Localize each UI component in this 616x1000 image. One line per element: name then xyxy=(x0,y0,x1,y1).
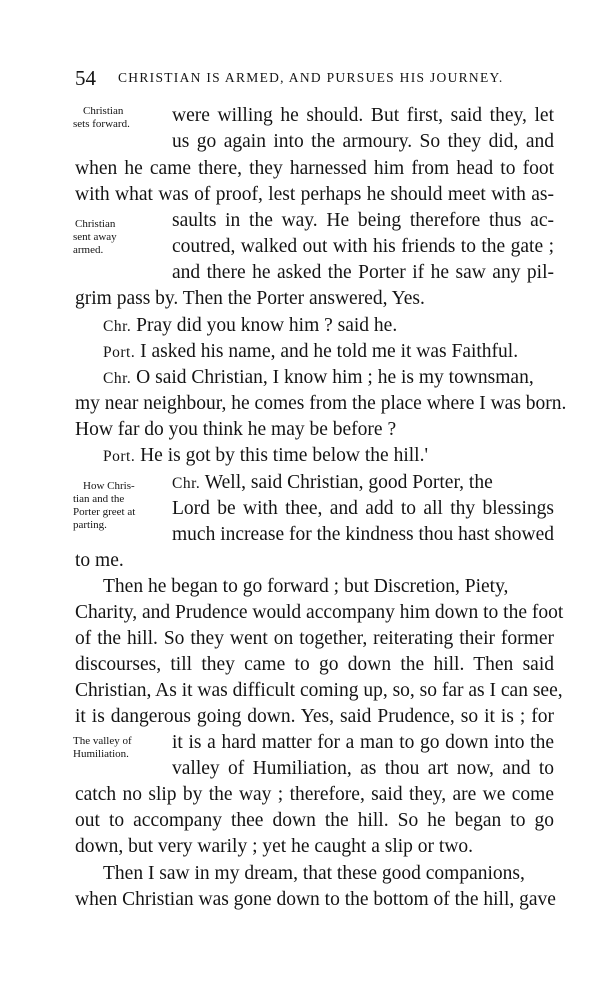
text-line: it is dangerous going down. Yes, said Prudence, so it is ; for xyxy=(75,706,554,727)
text-line: were willing he should. But first, said they, let xyxy=(172,105,554,126)
dialogue-line: Chr. Well, said Christian, good Porter, the xyxy=(172,472,493,493)
running-head: CHRISTIAN IS ARMED, AND PURSUES HIS JOURNEY. xyxy=(118,70,504,85)
text-line: my near neighbour, he comes from the place where I was born. xyxy=(75,393,567,414)
text-line: Lord be with thee, and add to all thy blessings xyxy=(172,498,554,519)
text-line: discourses, till they came to go down the hill. Then said xyxy=(75,654,554,675)
speaker-label: Port. xyxy=(103,448,136,465)
text-line: catch no slip by the way ; therefore, said they, are we come xyxy=(75,784,554,805)
text-line: Charity, and Prudence would accompany him down to the foot xyxy=(75,602,564,623)
text-line: to me. xyxy=(75,550,124,571)
speaker-label: Chr. xyxy=(103,370,132,387)
text-line: and there he asked the Porter if he saw any pil- xyxy=(172,262,554,283)
text-line: of the hill. So they went on together, reiterating their former xyxy=(75,628,554,649)
speaker-label: Chr. xyxy=(172,475,201,492)
text-line: it is a hard matter for a man to go down into the xyxy=(172,732,554,753)
text-line: valley of Humiliation, as thou art now, and to xyxy=(172,758,554,779)
text-line: much increase for the kindness thou hast showed xyxy=(172,524,554,545)
text-line: when Christian was gone down to the bottom of the hill, gave xyxy=(75,889,556,910)
page-header xyxy=(75,66,555,90)
dialogue-line: Chr. O said Christian, I know him ; he is my townsman, xyxy=(103,367,534,388)
dialogue-line: Port. I asked his name, and he told me it was Faithful. xyxy=(103,341,519,362)
margin-note: Christian sets forward. xyxy=(73,105,130,130)
text-line: out to accompany thee down the hill. So he began to go xyxy=(75,810,554,831)
dialogue-line: Chr. Pray did you know him ? said he. xyxy=(103,315,398,336)
page-number: 54 xyxy=(75,66,96,90)
text-line: down, but very warily ; yet he caught a slip or two. xyxy=(75,836,474,857)
speaker-label: Chr. xyxy=(103,318,132,335)
dialogue-line: Port. He is got by this time below the hill.' xyxy=(103,445,428,466)
margin-note: How Chris- tian and the Porter greet at parting. xyxy=(73,480,136,531)
text-line: when he came there, they harnessed him from head to foot xyxy=(75,158,554,179)
text-line: Then I saw in my dream, that these good companions, xyxy=(103,863,525,884)
text-line: saults in the way. He being therefore thus ac- xyxy=(172,210,554,231)
text-line: Christian, As it was difficult coming up, so, so far as I can see, xyxy=(75,680,563,701)
text-line: grim pass by. Then the Porter answered, Yes. xyxy=(75,288,425,309)
text-line: How far do you think he may be before ? xyxy=(75,419,397,440)
text-line: with what was of proof, lest perhaps he should meet with as- xyxy=(75,184,554,205)
margin-note: Christian sent away armed. xyxy=(73,218,117,256)
speaker-label: Port. xyxy=(103,344,136,361)
margin-note: The valley of Humiliation. xyxy=(73,735,132,760)
text-line: Then he began to go forward ; but Discretion, Piety, xyxy=(103,576,509,597)
text-line: us go again into the armoury. So they did, and xyxy=(172,131,554,152)
text-line: coutred, walked out with his friends to the gate ; xyxy=(172,236,554,257)
